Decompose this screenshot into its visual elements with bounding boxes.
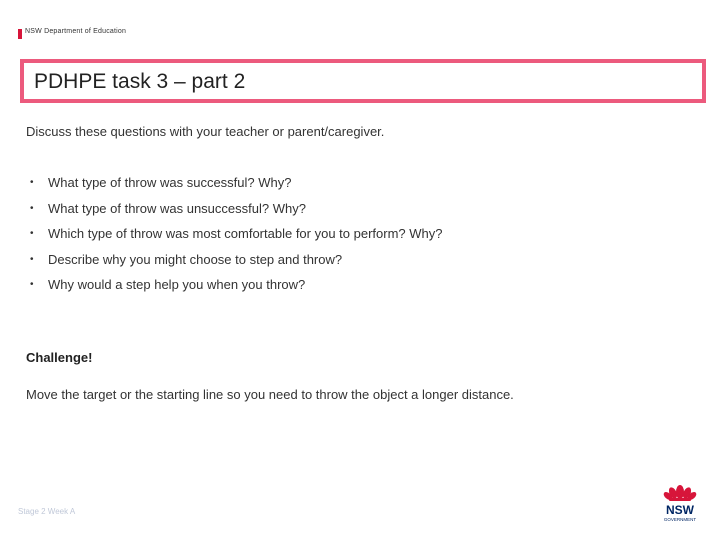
question-text: What type of throw was successful? Why? [48, 175, 292, 190]
bullet: • [30, 228, 34, 239]
bullet: • [30, 177, 34, 188]
challenge-text: Move the target or the starting line so you need to throw the object a longer distance. [26, 387, 514, 402]
challenge-heading: Challenge! [26, 350, 93, 365]
question-text: Which type of throw was most comfortable for you to perform? Why? [48, 226, 443, 241]
footer-text: Stage 2 Week A [18, 507, 76, 516]
question-text: What type of throw was unsuccessful? Why? [48, 200, 306, 216]
question-text: Why would a step help you when you throw? [48, 277, 306, 292]
bullet: • [30, 202, 34, 214]
department-name: NSW Department of Education [25, 28, 127, 35]
question-text: Describe why you might choose to step and throw? [48, 251, 343, 267]
header-accent-bar [18, 29, 22, 39]
title-box [20, 59, 706, 103]
logo-government-text: GOVERNMENT [663, 517, 697, 522]
page-title: PDHPE task 3 – part 2 [34, 70, 246, 93]
nsw-government-logo [660, 483, 700, 525]
bullet: • [30, 279, 34, 290]
bullet: • [30, 253, 34, 265]
logo-nsw-text: NSW [666, 503, 694, 517]
waratah-icon [662, 485, 698, 502]
intro-text: Discuss these questions with your teacher or parent/caregiver. [26, 124, 385, 139]
